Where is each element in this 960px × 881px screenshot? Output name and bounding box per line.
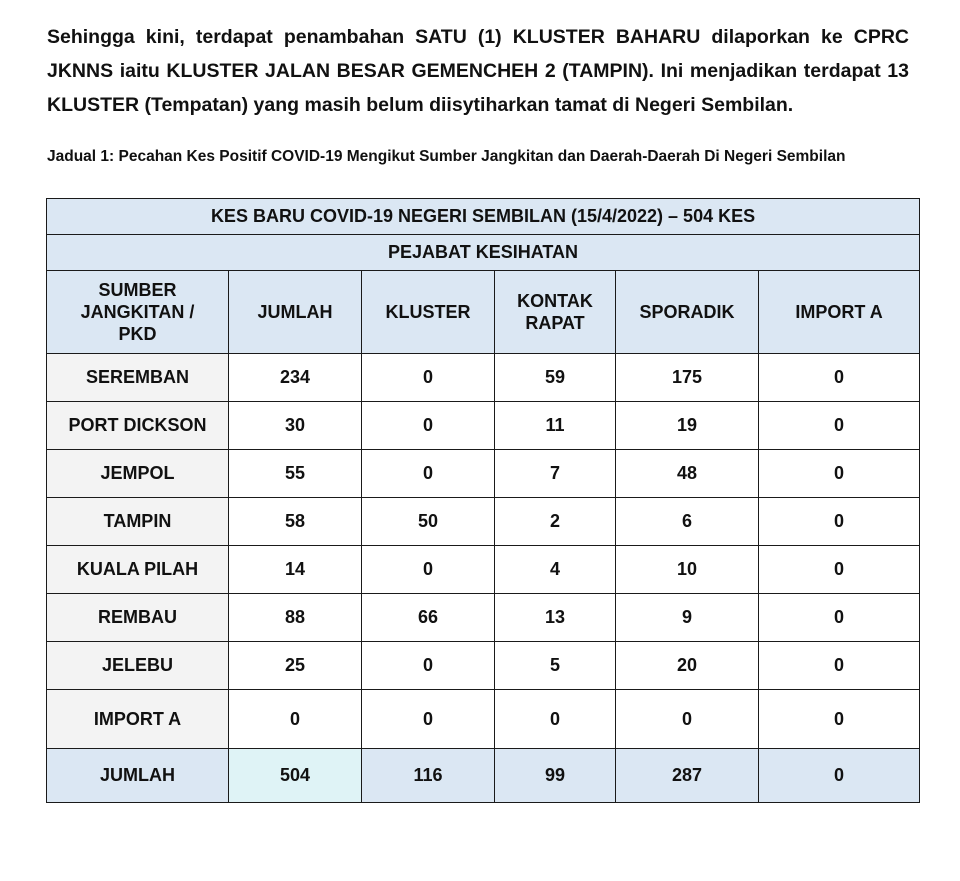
sporadic-total-cell: 287 [616,749,759,803]
cluster-cell: 0 [362,690,495,749]
contact-total-cell: 99 [495,749,616,803]
col-header-source [47,271,229,354]
table-row [47,594,920,642]
contact-cell: 0 [495,690,616,749]
contact-cell: 11 [495,402,616,450]
total-cell: 88 [229,594,362,642]
col-header-total: JUMLAH [229,271,362,354]
district-cell: REMBAU [47,594,229,642]
import-cell: 0 [759,594,920,642]
table-row [47,450,920,498]
col-header-contact-line: RAPAT [525,313,585,333]
sporadic-cell: 0 [616,690,759,749]
cluster-cell: 66 [362,594,495,642]
total-cell: 234 [229,354,362,402]
table-row [47,690,920,749]
total-cell: 55 [229,450,362,498]
covid-cases-table [46,198,920,803]
district-cell: TAMPIN [47,498,229,546]
sporadic-cell: 6 [616,498,759,546]
col-header-source-line: SUMBER [98,280,177,300]
cluster-cell: 0 [362,402,495,450]
table-row [47,402,920,450]
import-cell: 0 [759,498,920,546]
import-cell: 0 [759,546,920,594]
district-cell: PORT DICKSON [47,402,229,450]
office-row [47,235,920,271]
sporadic-cell: 19 [616,402,759,450]
import-cell: 0 [759,354,920,402]
contact-cell: 5 [495,642,616,690]
table-row [47,546,920,594]
grand-total-cell: 504 [229,749,362,803]
table-row [47,354,920,402]
cluster-cell: 50 [362,498,495,546]
import-cell: 0 [759,690,920,749]
total-cell: 25 [229,642,362,690]
table-row [47,498,920,546]
district-cell: JEMPOL [47,450,229,498]
sporadic-cell: 175 [616,354,759,402]
table-title-row [47,199,920,235]
contact-cell: 4 [495,546,616,594]
col-header-contact [495,271,616,354]
sporadic-cell: 9 [616,594,759,642]
district-cell: IMPORT A [47,690,229,749]
district-cell: SEREMBAN [47,354,229,402]
cluster-cell: 0 [362,642,495,690]
total-cell: 30 [229,402,362,450]
cluster-cell: 0 [362,546,495,594]
col-header-source-line: PKD [118,324,157,344]
col-header-contact-line: KONTAK [517,291,593,311]
contact-cell: 59 [495,354,616,402]
total-cell: 58 [229,498,362,546]
contact-cell: 2 [495,498,616,546]
sporadic-cell: 10 [616,546,759,594]
sporadic-cell: 48 [616,450,759,498]
total-cell: 0 [229,690,362,749]
table-row [47,642,920,690]
district-cell: KUALA PILAH [47,546,229,594]
intro-paragraph: Sehingga kini, terdapat penambahan SATU (1) KLUSTER BAHARU dilaporkan ke CPRC JKNNS iaitu KLUSTER JALAN BESAR GEMENCHEH 2 (TAMPIN). Ini menjadikan terdapat 13 KLUSTER (Tempatan) yang masih belum diisytiharkan tamat di Negeri Sembilan. [47,26,909,116]
contact-cell: 7 [495,450,616,498]
table-caption: Jadual 1: Pecahan Kes Positif COVID-19 Mengikut Sumber Jangkitan dan Daerah-Daerah Di Negeri Sembilan [47,148,846,165]
col-header-source-line: JANGKITAN / [80,302,195,322]
office-header: PEJABAT KESIHATAN [47,235,920,271]
total-cell: 14 [229,546,362,594]
sporadic-cell: 20 [616,642,759,690]
table-title: KES BARU COVID-19 NEGERI SEMBILAN (15/4/2022) – 504 KES [47,199,920,235]
col-header-sporadic: SPORADIK [616,271,759,354]
col-header-cluster: KLUSTER [362,271,495,354]
cluster-total-cell: 116 [362,749,495,803]
district-cell: JELEBU [47,642,229,690]
cluster-cell: 0 [362,354,495,402]
import-cell: 0 [759,450,920,498]
col-header-import: IMPORT A [759,271,920,354]
contact-cell: 13 [495,594,616,642]
total-row [47,749,920,803]
import-cell: 0 [759,642,920,690]
cluster-cell: 0 [362,450,495,498]
import-cell: 0 [759,402,920,450]
column-header-row [47,271,920,354]
import-total-cell: 0 [759,749,920,803]
total-label-cell: JUMLAH [47,749,229,803]
